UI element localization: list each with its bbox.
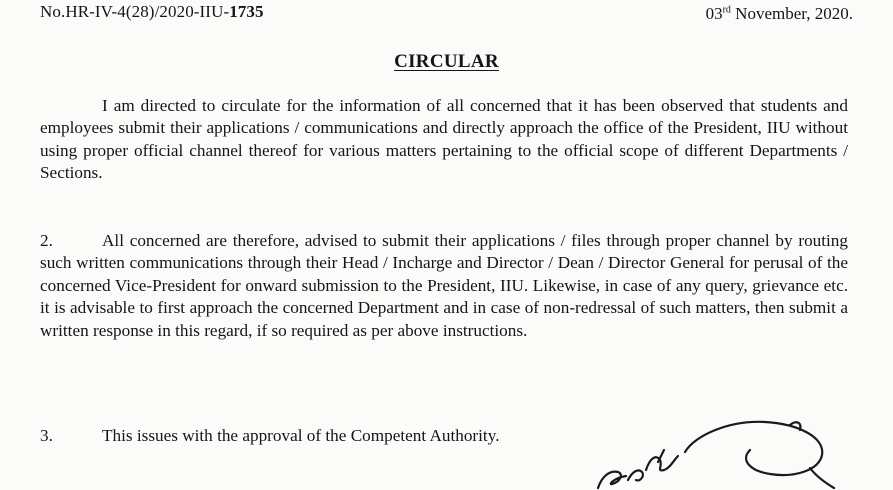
reference-prefix: No.HR-IV-4(28)/2020-IIU- xyxy=(40,2,230,21)
paragraph-2-number: 2. xyxy=(40,231,53,250)
document-title: CIRCULAR xyxy=(394,51,499,72)
paragraph-2 xyxy=(40,230,848,342)
paragraph-3-number: 3. xyxy=(40,426,53,445)
date-day: 03 xyxy=(705,4,723,23)
handwritten-signature-icon xyxy=(590,410,850,490)
paragraph-1: I am directed to circulate for the information of all concerned that it has been observed that students and employees submit their applications / communications and directly approach the office of the President, IIU without using proper official channel thereof for various matters pertaining to the official scope of different Departments / Sections. xyxy=(40,96,848,183)
issue-date xyxy=(706,4,853,24)
paragraph-3-text: This issues with the approval of the Competent Authority. xyxy=(102,426,500,445)
reference-serial: 1735 xyxy=(229,2,264,21)
paragraph-2-text: All concerned are therefore, advised to submit their applications / files through proper channel by routing such written communications through their Head / Incharge and Director / Dean / Director General for perusal of the concerned Vice-President for onward submission to the President, IIU. Likewise, in case of any query, grievance etc. it is advisable to first approach the concerned Department and in case of non-redressal of such matters, then submit a written response in this regard, if so required as per above instructions. xyxy=(40,231,848,340)
date-month-year: November, 2020. xyxy=(730,4,853,23)
reference-number xyxy=(40,2,264,22)
date-ordinal-suffix: rd xyxy=(722,4,731,16)
